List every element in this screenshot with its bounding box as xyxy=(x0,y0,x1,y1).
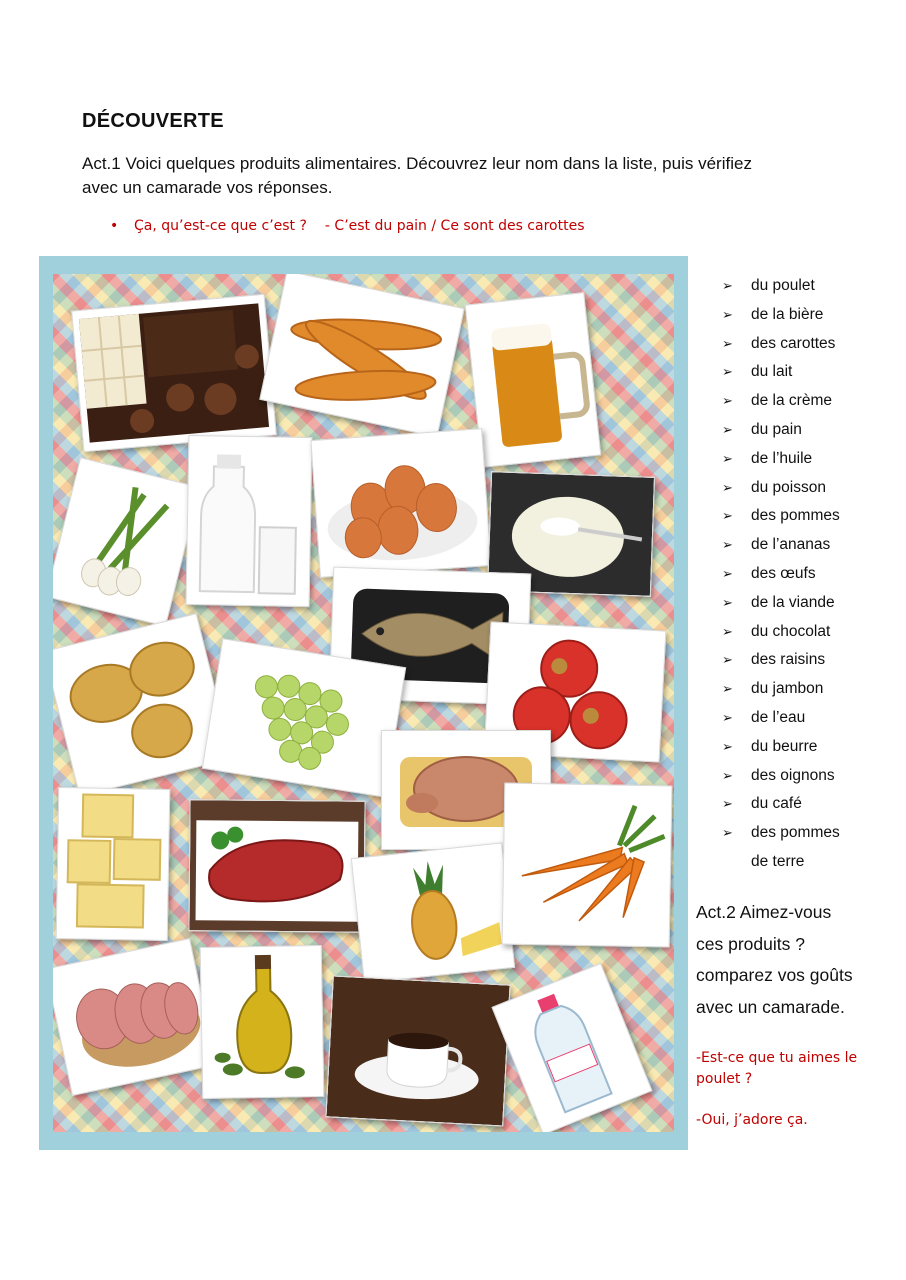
list-item: ➢ de l’ananas xyxy=(722,531,840,560)
arrow-bullet-icon: ➢ xyxy=(722,479,733,495)
list-item: ➢ du chocolat xyxy=(722,618,840,647)
act2-instructions xyxy=(696,897,876,1024)
vocabulary-list xyxy=(722,272,840,877)
act2-line-4: avec un camarade. xyxy=(696,997,845,1018)
dialogue-question-line-2: poulet ? xyxy=(696,1071,753,1087)
meat-photo xyxy=(188,799,365,933)
list-item: ➢ du beurre xyxy=(722,733,840,762)
arrow-bullet-icon: ➢ xyxy=(722,594,733,610)
list-item: ➢ du lait xyxy=(722,358,840,387)
arrow-bullet-icon: ➢ xyxy=(722,796,733,812)
list-item: ➢ du pain xyxy=(722,416,840,445)
grapes-photo xyxy=(202,638,406,797)
water-bottle-photo xyxy=(491,963,652,1132)
act1-line-2: avec un camarade vos réponses. xyxy=(82,178,333,197)
list-item: ➢ des oignons xyxy=(722,762,840,791)
arrow-bullet-icon: ➢ xyxy=(722,565,733,581)
arrow-bullet-icon: ➢ xyxy=(722,306,733,322)
act2-line-3: comparez vos goûts xyxy=(696,965,853,986)
ham-photo xyxy=(53,938,217,1096)
dialogue-question-line-1: -Est-ce que tu aimes le xyxy=(696,1050,858,1066)
arrow-bullet-icon: ➢ xyxy=(722,681,733,697)
list-item: ➢ des pommes xyxy=(722,819,840,848)
arrow-bullet-icon: ➢ xyxy=(722,709,733,725)
list-item: ➢ de l’huile xyxy=(722,445,840,474)
list-item: ➢ des carottes xyxy=(722,330,840,359)
arrow-bullet-icon: ➢ xyxy=(722,738,733,754)
eggs-photo xyxy=(310,428,491,578)
arrow-bullet-icon: ➢ xyxy=(722,450,733,466)
act2-line-2: ces produits ? xyxy=(696,933,805,954)
example-answer: - C’est du pain / Ce sont des carottes xyxy=(324,218,585,234)
list-item: ➢ de la crème xyxy=(722,387,840,416)
arrow-bullet-icon: ➢ xyxy=(722,364,733,380)
chocolate-photo xyxy=(71,294,277,452)
act1-instructions xyxy=(82,152,822,200)
list-item: ➢ de la viande xyxy=(722,589,840,618)
arrow-bullet-icon: ➢ xyxy=(722,767,733,783)
arrow-bullet-icon: ➢ xyxy=(722,335,733,351)
arrow-bullet-icon: ➢ xyxy=(722,278,733,293)
carrots-photo xyxy=(502,783,673,948)
bullet: • xyxy=(110,218,119,234)
milk-photo xyxy=(186,435,313,607)
act1-line-1: Act.1 Voici quelques produits alimentaires. Découvrez leur nom dans la liste, puis vérifiez xyxy=(82,154,752,173)
dialogue-question xyxy=(696,1048,881,1090)
arrow-bullet-icon: ➢ xyxy=(722,652,733,668)
example-sentence xyxy=(110,218,584,234)
list-item: ➢ de l’eau xyxy=(722,704,840,733)
coffee-photo xyxy=(325,975,510,1126)
list-item: ➢ du café xyxy=(722,790,840,819)
example-question: Ça, qu’est-ce que c’est ? xyxy=(134,218,307,234)
list-item: ➢ de la bière xyxy=(722,301,840,330)
spring-onions-photo xyxy=(53,457,201,627)
food-collage xyxy=(53,274,674,1132)
arrow-bullet-icon: ➢ xyxy=(722,508,733,524)
list-item: ➢ du poisson xyxy=(722,474,840,503)
list-item: ➢ des raisins xyxy=(722,646,840,675)
list-item: ➢ des œufs xyxy=(722,560,840,589)
arrow-bullet-icon: ➢ xyxy=(722,623,733,639)
dialogue-answer: -Oui, j’adore ça. xyxy=(696,1112,808,1128)
act2-line-1: Act.2 Aimez-vous xyxy=(696,902,832,922)
butter-photo xyxy=(56,787,171,941)
pineapple-photo xyxy=(351,842,515,983)
arrow-bullet-icon: ➢ xyxy=(722,393,733,409)
beer-photo xyxy=(465,292,601,468)
olive-oil-photo xyxy=(200,945,325,1099)
arrow-bullet-icon: ➢ xyxy=(722,421,733,437)
list-item: ➢ du jambon xyxy=(722,675,840,704)
arrow-bullet-icon: ➢ xyxy=(722,825,733,841)
arrow-bullet-icon: ➢ xyxy=(722,537,733,553)
page-title: DÉCOUVERTE xyxy=(82,110,224,132)
list-item: ➢ des pommes xyxy=(722,502,840,531)
list-item-continuation: de terre xyxy=(751,852,805,870)
bread-photo xyxy=(259,274,464,437)
list-item: ➢ du poulet xyxy=(722,272,840,301)
